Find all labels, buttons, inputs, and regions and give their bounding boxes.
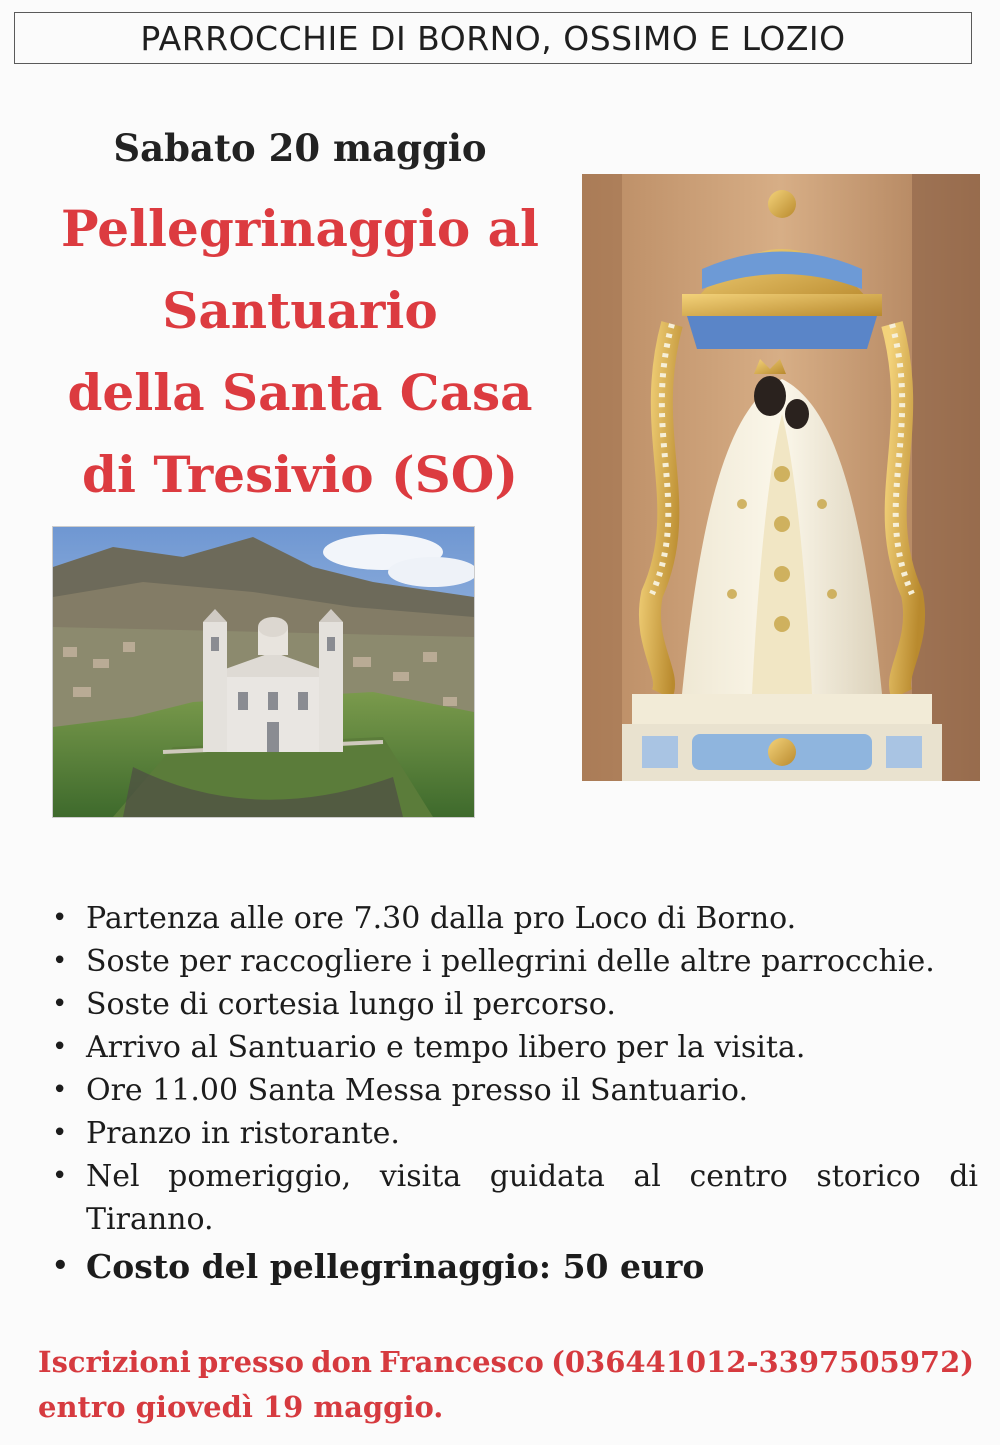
registration-info [38,1340,974,1430]
event-date: Sabato 20 maggio [113,126,487,170]
cost-item [48,1245,978,1288]
list-item-text: Soste di cortesia lungo il percorso. [86,987,616,1022]
list-item [48,897,978,940]
list-item-text: Soste per raccogliere i pellegrini delle altre parrocchie. [86,944,935,979]
registration-word: Iscrizioni [38,1345,191,1379]
title-line: della Santa Casa [67,363,533,422]
bullet-icon: • [52,1075,68,1105]
list-item [48,1112,978,1155]
bullet-icon: • [52,946,68,976]
list-item [48,1069,978,1112]
list-item [48,1155,978,1241]
registration-deadline: entro giovedì 19 maggio. [38,1390,444,1424]
title-line: Santuario [162,281,438,340]
madonna-photo [582,174,980,781]
list-item-text: Nel pomeriggio, visita guidata al centro storico di Tiranno. [86,1159,978,1237]
bullet-icon: • [52,1161,68,1191]
parishes-title: PARROCCHIE DI BORNO, OSSIMO E LOZIO [140,18,846,58]
registration-word: don [311,1345,372,1379]
registration-word: Francesco [379,1345,544,1379]
title-line: di Tresivio (SO) [81,445,518,504]
list-item-text: Ore 11.00 Santa Messa presso il Santuario. [86,1073,749,1108]
registration-line [38,1340,974,1385]
event-title [20,188,580,516]
bullet-icon: • [52,1118,68,1148]
bullet-icon: • [52,1251,69,1281]
sanctuary-photo [52,526,475,818]
bullet-icon: • [52,1032,68,1062]
program-list [48,897,978,1288]
cost-text: Costo del pellegrinaggio: 50 euro [86,1247,705,1286]
list-item [48,1026,978,1069]
parishes-header [14,12,972,64]
title-line: Pellegrinaggio al [61,199,539,258]
registration-word: presso [198,1345,305,1379]
list-item-text: Arrivo al Santuario e tempo libero per la visita. [86,1030,806,1065]
list-item [48,940,978,983]
list-item-text: Pranzo in ristorante. [86,1116,400,1151]
bullet-icon: • [52,989,68,1019]
list-item [48,983,978,1026]
list-item-text: Partenza alle ore 7.30 dalla pro Loco di Borno. [86,901,797,936]
registration-phone: (036441012-3397505972) [551,1345,974,1379]
bullet-icon: • [52,903,68,933]
